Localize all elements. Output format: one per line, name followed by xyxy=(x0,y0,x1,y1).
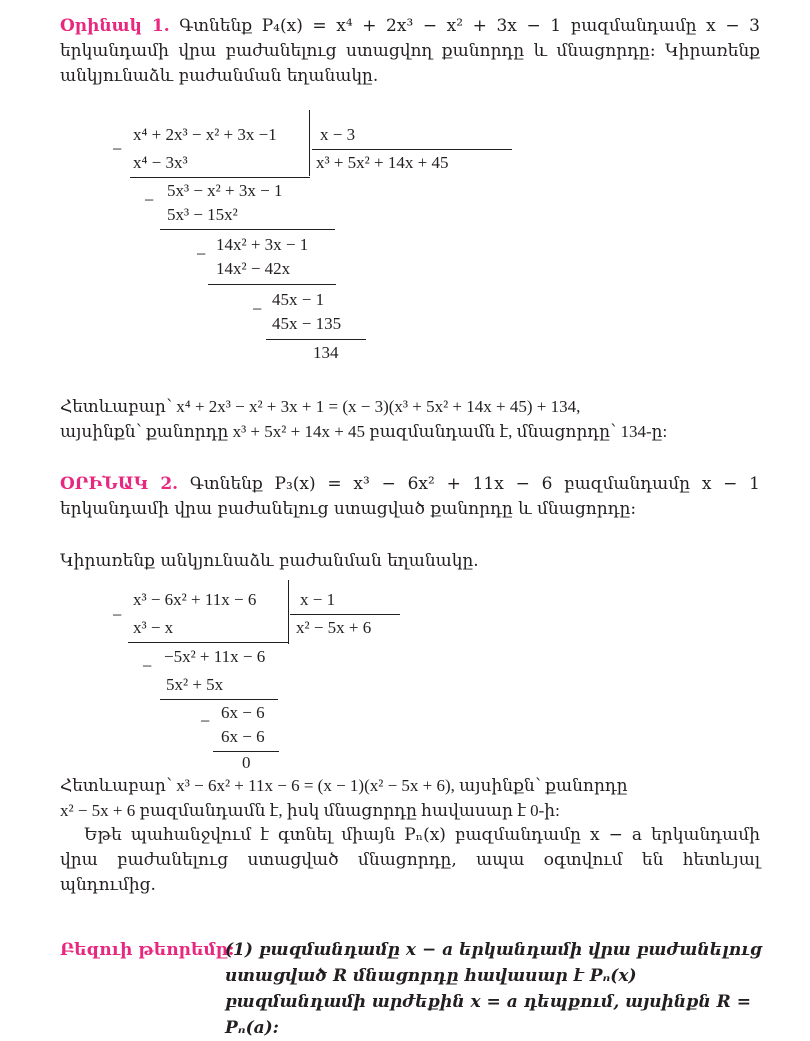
divisor-1: x − 3 xyxy=(320,125,356,144)
step-rule xyxy=(128,642,288,643)
division-bar-vertical xyxy=(309,110,310,176)
divisor-rule xyxy=(290,614,400,615)
step-rule xyxy=(266,339,366,340)
remainder-2: 0 xyxy=(242,753,251,772)
remainder-1: 134 xyxy=(313,343,339,362)
step-rule xyxy=(130,177,310,178)
result1-line1: Հետևաբար՝ x⁴ + 2x³ − x² + 3x + 1 = (x − 3)(x³ + 5x² + 14x + 45) + 134, xyxy=(60,397,581,416)
step-2-5: 6x − 6 xyxy=(221,727,265,746)
example1-label: Օրինակ 1. xyxy=(60,16,170,36)
minus-sign: − xyxy=(200,711,211,731)
divisor-2: x − 1 xyxy=(300,590,336,609)
minus-sign: − xyxy=(144,190,155,210)
minus-sign: − xyxy=(252,299,263,319)
step-2-2: −5x² + 11x − 6 xyxy=(164,647,266,666)
step-2-3: 5x² + 5x xyxy=(166,675,224,694)
step-1-2: 5x³ − x² + 3x − 1 xyxy=(167,181,283,200)
minus-sign: − xyxy=(196,244,207,264)
step-2-1: x³ − x xyxy=(133,618,174,637)
step-1-6: 45x − 1 xyxy=(272,290,325,309)
divisor-rule xyxy=(312,149,512,150)
example2-method: Կիրառենք անկյունաձև բաժանման եղանակը. xyxy=(60,551,479,571)
minus-sign: − xyxy=(112,139,123,159)
step-1-3: 5x³ − 15x² xyxy=(167,205,238,224)
example2-text: Գտնենք P₃(x) = x³ − 6x² + 11x − 6 բազմանդամը x − 1 երկանդամի վրա բաժանելուց ստացված քանորդը և մնացորդը: xyxy=(60,474,760,519)
step-1-4: 14x² + 3x − 1 xyxy=(216,235,309,254)
dividend-1: x⁴ + 2x³ − x² + 3x −1 xyxy=(133,125,277,144)
example2-paragraph xyxy=(60,472,760,522)
step-2-4: 6x − 6 xyxy=(221,703,265,722)
step-1-1: x⁴ − 3x³ xyxy=(133,153,188,172)
result1-line2: այսինքն՝ քանորդը x³ + 5x² + 14x + 45 բազմանդամն է, մնացորդը՝ 134-ը: xyxy=(60,422,668,441)
step-rule xyxy=(213,751,279,752)
minus-sign: − xyxy=(142,656,153,676)
example2-label: ՕՐԻՆԱԿ 2. xyxy=(60,474,179,494)
example1-paragraph xyxy=(60,14,760,89)
step-rule xyxy=(160,229,335,230)
theorem-label: Բեզուի թեորեմը: xyxy=(60,940,235,960)
step-rule xyxy=(208,284,336,285)
step-1-5: 14x² − 42x xyxy=(216,259,291,278)
dividend-2: x³ − 6x² + 11x − 6 xyxy=(133,590,257,609)
minus-sign: − xyxy=(112,605,123,625)
theorem-text: (1) բազմանդամը x − a երկանդամի վրա բաժանելուց ստացված R մնացորդը հավասար է Pₙ(x) բազմանդամի արժեքին x = a դեպքում, այսինքն R = Pₙ(a): xyxy=(225,940,762,1038)
result2-line2: x² − 5x + 6 բազմանդամն է, իսկ մնացորդը հավասար է 0-ի: xyxy=(60,801,560,820)
step-1-7: 45x − 135 xyxy=(272,314,342,333)
division-bar-vertical xyxy=(288,580,289,644)
remark-paragraph: Եթե պահանջվում է գտնել միայն Pₙ(x) բազմանդամը x − a երկանդամի վրա բաժանելուց ստացված մնացորդը, ապա օգտվում են հետևյալ պնդումից. xyxy=(60,825,760,895)
result2-line1: Հետևաբար՝ x³ − 6x² + 11x − 6 = (x − 1)(x² − 5x + 6), այսինքն՝ քանորդը xyxy=(60,776,628,795)
quotient-2: x² − 5x + 6 xyxy=(296,618,372,637)
quotient-1: x³ + 5x² + 14x + 45 xyxy=(316,153,449,172)
example1-text: Գտնենք P₄(x) = x⁴ + 2x³ − x² + 3x − 1 բազմանդամը x − 3 երկանդամի վրա բաժանելուց ստացվող քանորդը և մնացորդը: Կիրառենք անկյունաձև բաժանման եղանակը. xyxy=(60,16,760,86)
step-rule xyxy=(160,699,278,700)
